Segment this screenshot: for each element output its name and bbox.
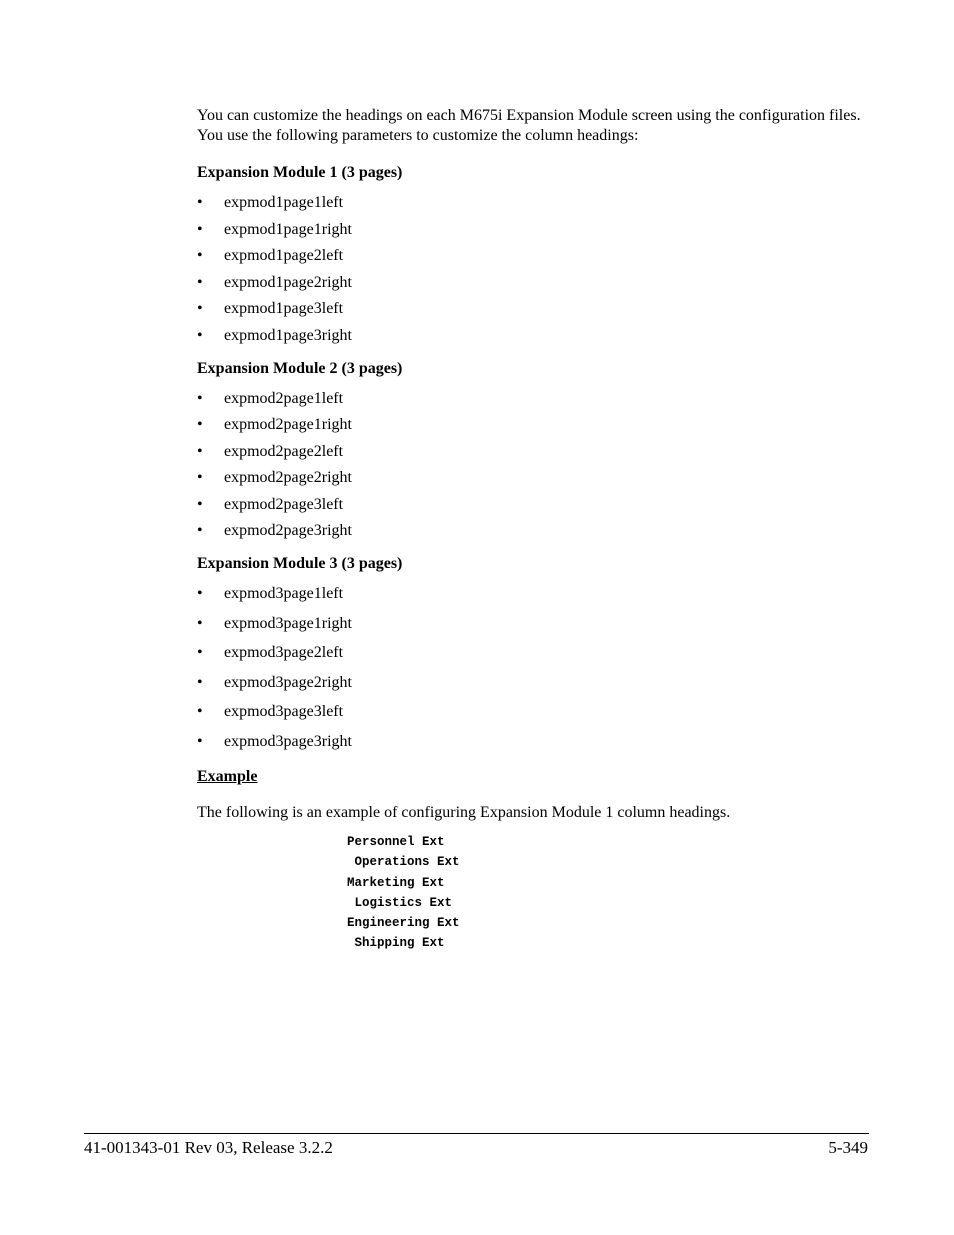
parameter-name: expmod3page3left	[224, 703, 344, 720]
bullet-icon: •	[197, 614, 203, 632]
bullet-icon: •	[197, 495, 203, 513]
section-expansion-module-3	[197, 554, 869, 752]
section-expansion-module-1	[197, 163, 869, 346]
section-heading: Expansion Module 3 (3 pages)	[197, 555, 403, 572]
list-item	[197, 732, 869, 752]
list-item	[197, 521, 869, 541]
intro-paragraph: You can customize the headings on each M675i Expansion Module screen using the configuration files. You use the following parameters to customize the column headings:	[197, 107, 861, 144]
parameter-name: expmod3page3right	[224, 732, 352, 750]
list-item	[197, 273, 869, 293]
list-item	[197, 495, 869, 515]
list-item	[197, 584, 869, 604]
bullet-icon: •	[197, 220, 203, 238]
parameter-name: expmod2page2left	[224, 442, 344, 460]
parameter-list	[197, 389, 869, 542]
bullet-icon: •	[197, 442, 203, 460]
parameter-list	[197, 584, 869, 752]
list-item	[197, 702, 869, 722]
list-item	[197, 468, 869, 488]
list-item	[197, 193, 869, 213]
footer-page-number: 5-349	[828, 1138, 868, 1157]
parameter-name: expmod1page1left	[224, 194, 344, 211]
bullet-icon: •	[197, 703, 203, 720]
parameter-name: expmod2page3left	[224, 495, 344, 513]
parameter-name: expmod2page2right	[224, 469, 352, 486]
bullet-icon: •	[197, 585, 203, 602]
parameter-name: expmod1page2left	[224, 247, 344, 264]
bullet-icon: •	[197, 644, 203, 661]
section-heading: Expansion Module 1 (3 pages)	[197, 164, 403, 181]
bullet-icon: •	[197, 469, 203, 486]
list-item	[197, 220, 869, 240]
parameter-name: expmod1page3right	[224, 326, 352, 344]
list-item	[197, 326, 869, 346]
bullet-icon: •	[197, 194, 203, 211]
example-code-block: Personnel Ext Operations Ext Marketing Ext Logistics Ext Engineering Ext Shipping Ext	[347, 835, 460, 951]
document-body	[197, 106, 869, 823]
parameter-name: expmod2page1right	[224, 416, 352, 433]
bullet-icon: •	[197, 673, 203, 691]
list-item	[197, 299, 869, 319]
list-item	[197, 415, 869, 435]
example-heading: Example	[197, 767, 258, 785]
list-item	[197, 643, 869, 663]
bullet-icon: •	[197, 522, 203, 539]
parameter-name: expmod3page2right	[224, 673, 352, 691]
bullet-icon: •	[197, 273, 203, 291]
parameter-name: expmod3page1left	[224, 585, 344, 602]
footer-divider	[84, 1133, 869, 1134]
parameter-name: expmod1page2right	[224, 273, 352, 291]
footer-doc-info: 41-001343-01 Rev 03, Release 3.2.2	[84, 1138, 333, 1157]
list-item	[197, 389, 869, 409]
list-item	[197, 246, 869, 266]
parameter-name: expmod2page1left	[224, 389, 344, 407]
example-description: The following is an example of configuring Expansion Module 1 column headings.	[197, 803, 731, 821]
bullet-icon: •	[197, 326, 203, 344]
list-item	[197, 614, 869, 634]
parameter-name: expmod1page3left	[224, 300, 344, 317]
section-expansion-module-2	[197, 359, 869, 542]
bullet-icon: •	[197, 247, 203, 264]
parameter-name: expmod1page1right	[224, 220, 352, 238]
section-heading: Expansion Module 2 (3 pages)	[197, 359, 403, 377]
bullet-icon: •	[197, 732, 203, 750]
bullet-icon: •	[197, 300, 203, 317]
list-item	[197, 673, 869, 693]
list-item	[197, 442, 869, 462]
parameter-name: expmod3page1right	[224, 614, 352, 632]
bullet-icon: •	[197, 389, 203, 407]
bullet-icon: •	[197, 416, 203, 433]
parameter-list	[197, 193, 869, 346]
parameter-name: expmod3page2left	[224, 644, 344, 661]
parameter-name: expmod2page3right	[224, 522, 352, 539]
